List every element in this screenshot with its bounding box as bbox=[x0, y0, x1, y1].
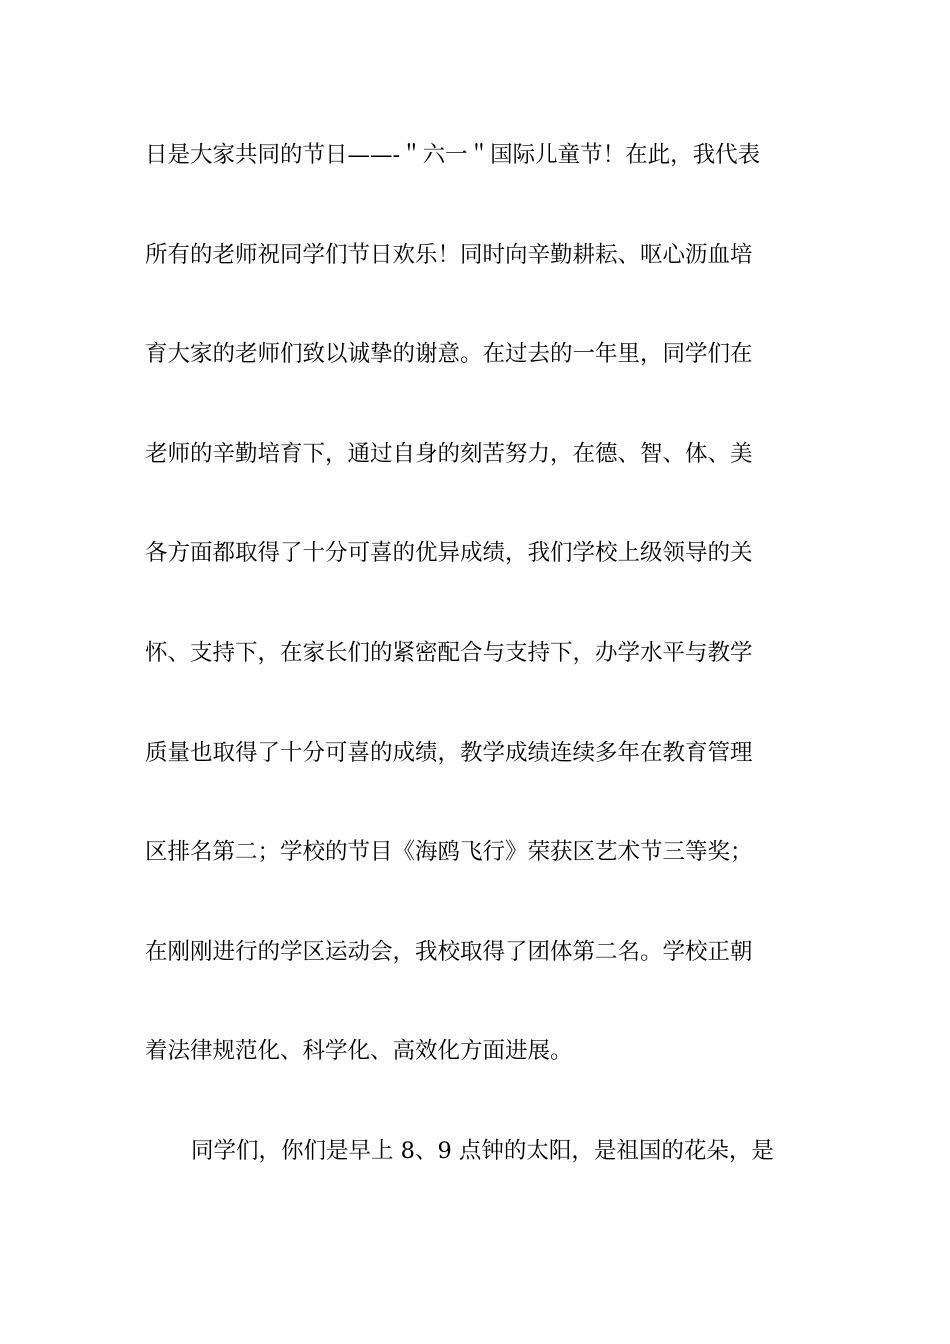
text-line-9: 在刚刚进行的学区运动会，我校取得了团体第二名。学校正朝 bbox=[145, 938, 753, 965]
text-line-6: 怀、支持下，在家长们的紧密配合与支持下，办学水平与教学 bbox=[145, 639, 753, 666]
text-line-11: 同学们，你们是早上 8、9 点钟的太阳，是祖国的花朵，是 bbox=[191, 1137, 774, 1164]
document-body bbox=[145, 132, 815, 1228]
text-line-7: 质量也取得了十分可喜的成绩，教学成绩连续多年在教育管理 bbox=[145, 739, 753, 766]
text-line-10: 着法律规范化、科学化、高效化方面进展。 bbox=[145, 1038, 573, 1065]
text-line-4: 老师的辛勤培育下，通过自身的刻苦努力，在德、智、体、美 bbox=[145, 440, 753, 467]
text-line-8: 区排名第二；学校的节目《海鸥飞行》荣获区艺术节三等奖； bbox=[145, 839, 753, 866]
text-line-2: 所有的老师祝同学们节日欢乐！同时向辛勤耕耘、呕心沥血培 bbox=[145, 241, 753, 268]
text-line-1: 日是大家共同的节日——-＂六一＂国际儿童节！在此，我代表 bbox=[145, 142, 761, 168]
text-line-5: 各方面都取得了十分可喜的优异成绩，我们学校上级领导的关 bbox=[145, 540, 753, 567]
text-line-3: 育大家的老师们致以诚挚的谢意。在过去的一年里，同学们在 bbox=[145, 341, 753, 368]
